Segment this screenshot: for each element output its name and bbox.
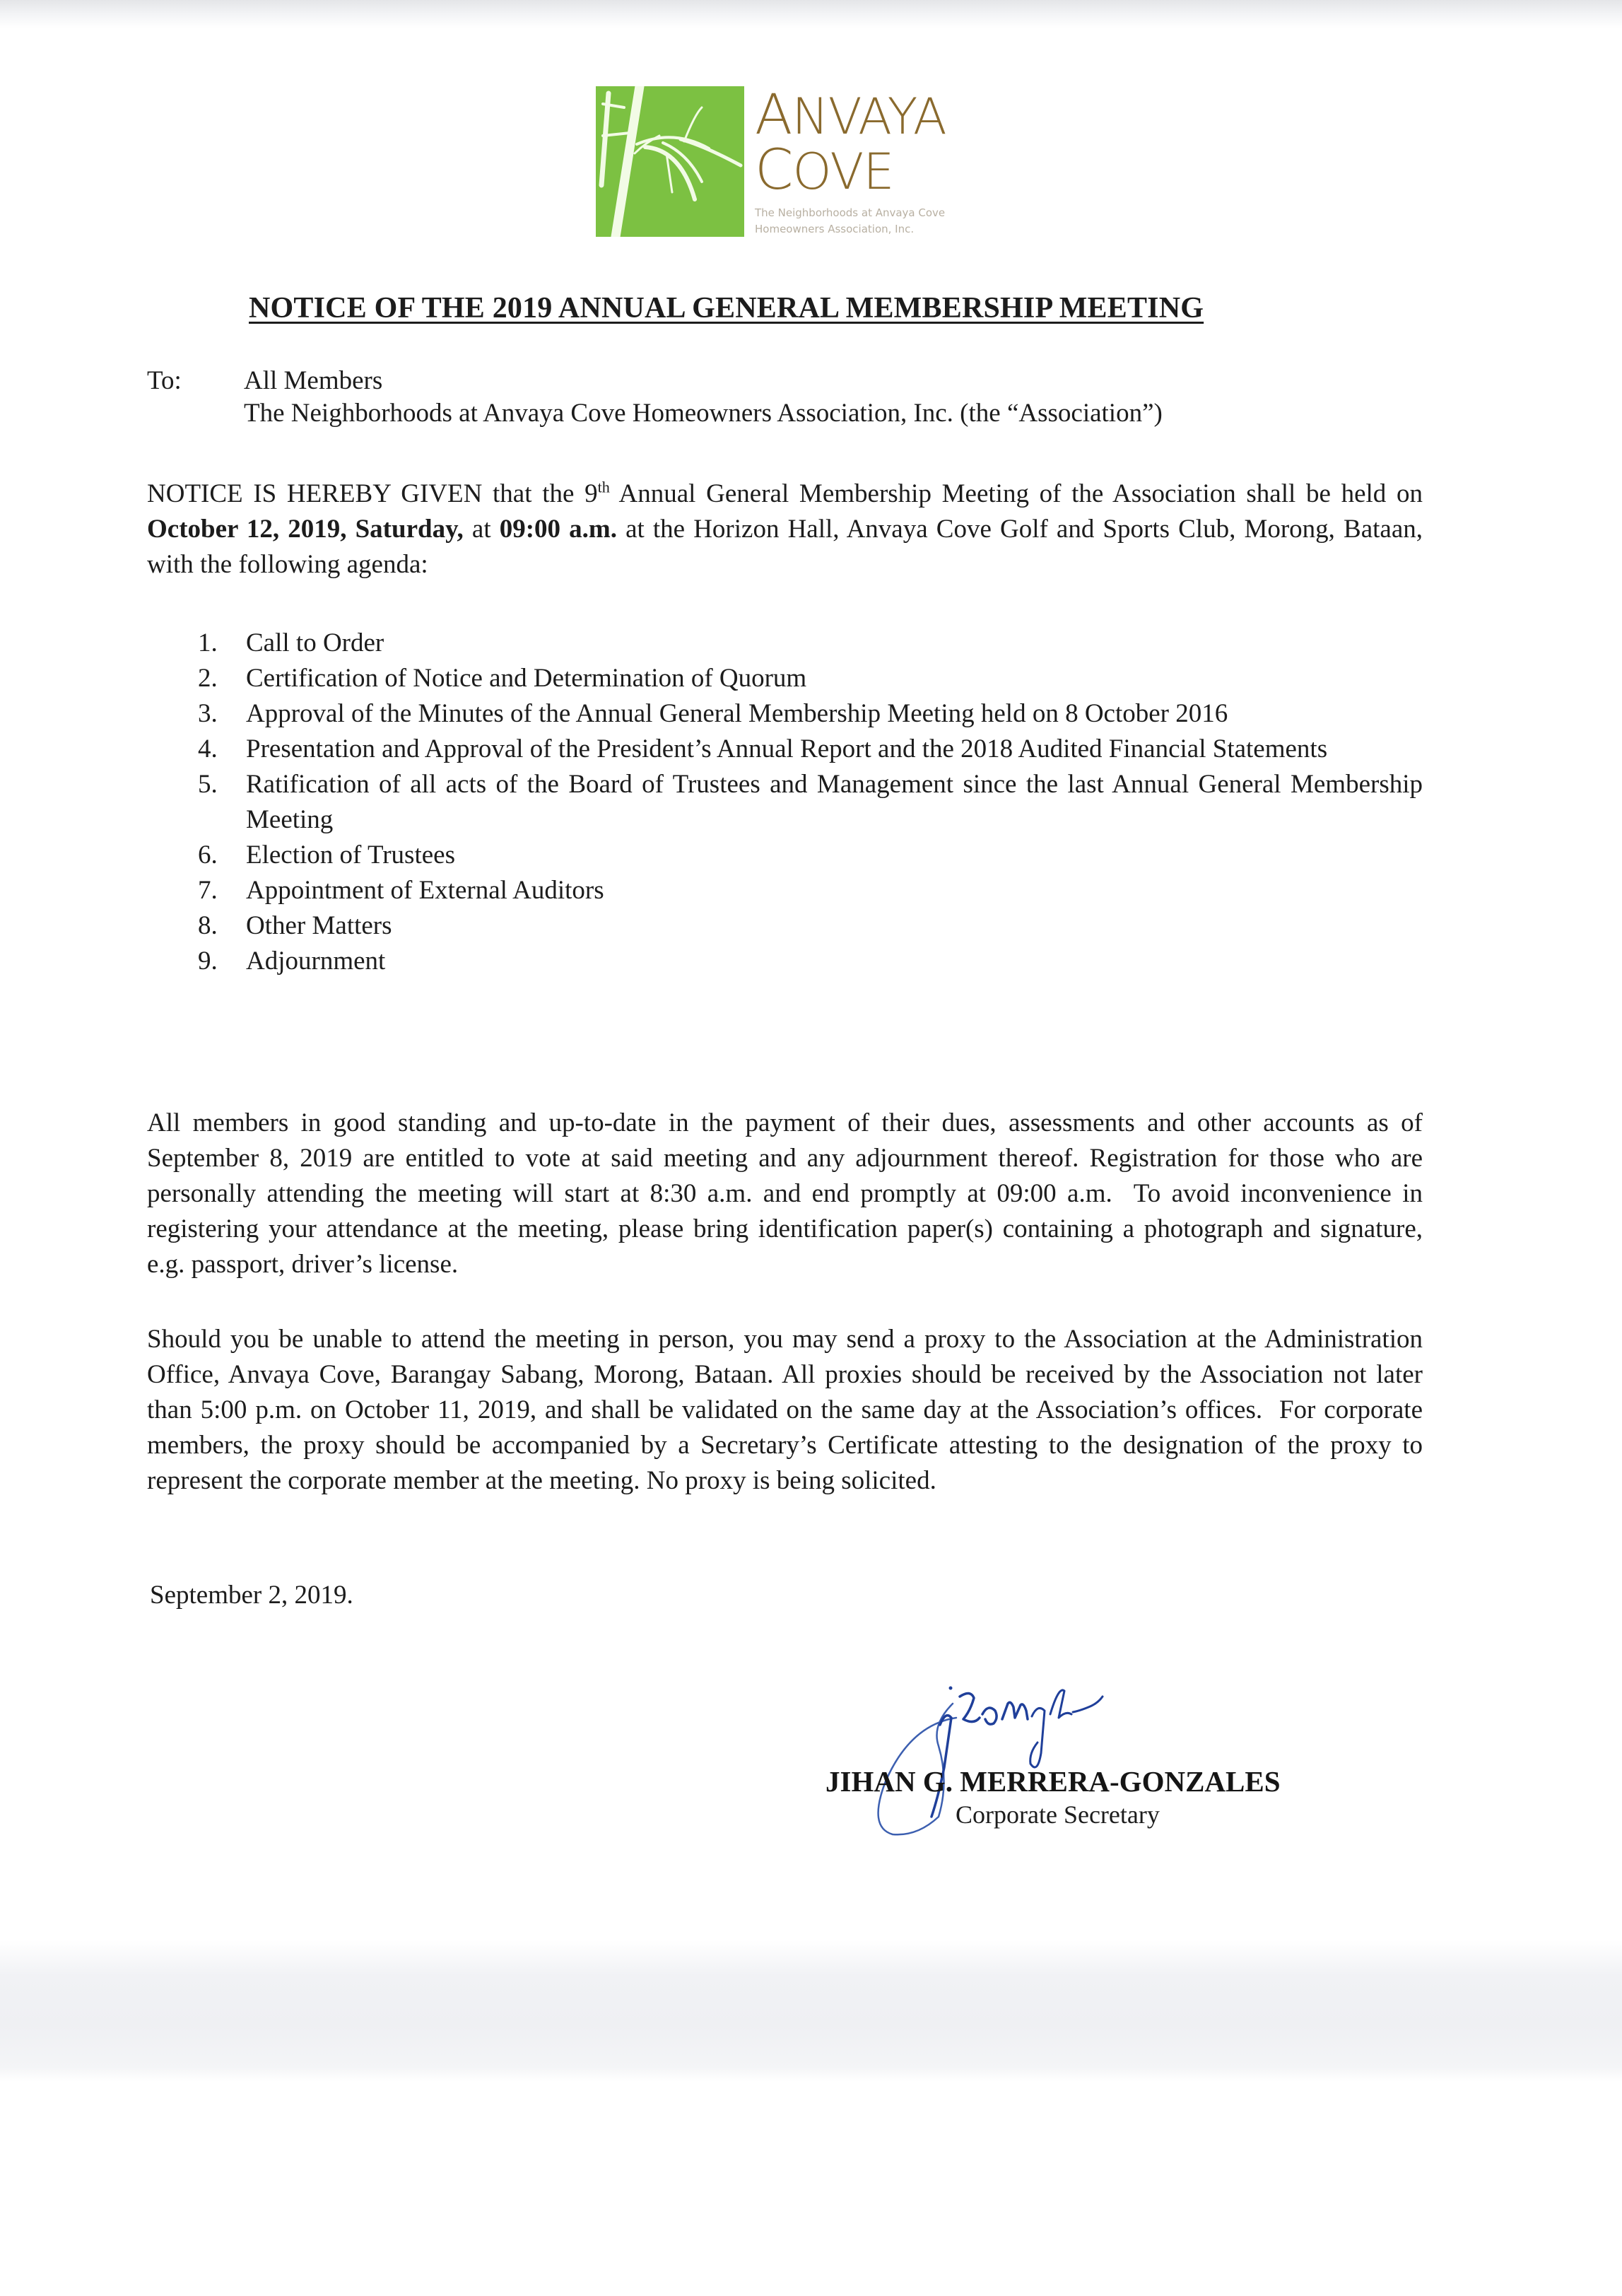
- meeting-time: 09:00 a.m.: [499, 515, 617, 544]
- agenda-list: [198, 626, 1423, 979]
- agenda-item: 4. Presentation and Approval of the President’s Annual Report and the 2018 Audited Financial Statements: [198, 734, 1328, 763]
- agenda-item: 6. Election of Trustees: [198, 840, 455, 869]
- meeting-date: October 12, 2019, Saturday,: [147, 515, 464, 544]
- logo-tagline-1: The Neighborhoods at Anvaya Cove: [755, 206, 946, 219]
- agenda-item: 7. Appointment of External Auditors: [198, 876, 604, 905]
- page-title: NOTICE OF THE 2019 ANNUAL GENERAL MEMBERSHIP MEETING: [249, 292, 1204, 324]
- agenda-item: 8. Other Matters: [198, 911, 392, 940]
- notice-date: September 2, 2019.: [150, 1581, 353, 1610]
- logo-tagline-2: Homeowners Association, Inc.: [755, 223, 915, 235]
- bamboo-icon: [596, 86, 744, 237]
- scan-bottom-band: [0, 1940, 1622, 2082]
- proxy-paragraph: Should you be unable to attend the meeting in person, you may send a proxy to the Association at the Administration Office, Anvaya Cove, Barangay Sabang, Morong, Bataan. All proxies should be received by the Association not later than 5:00 p.m. on October 11, 2019, and shall be validated on the same day at the Association’s offices. For corporate members, the proxy should be accompanied by a Secretary’s Certificate attesting to the designation of the proxy to represent the corporate member at the meeting. No proxy is being solicited.: [147, 1325, 1423, 1495]
- logo-wordmark-cove: COVE: [755, 139, 894, 202]
- agenda-item: 3. Approval of the Minutes of the Annual General Membership Meeting held on 8 October 2016: [198, 699, 1228, 728]
- signature-block: [825, 1675, 1363, 1838]
- addressee-line-1: All Members: [244, 366, 383, 395]
- agenda-item: 9. Adjournment: [198, 947, 386, 976]
- logo-wordmark-anvaya: ANVAYA: [755, 83, 946, 147]
- agenda-item: 2. Certification of Notice and Determination of Quorum: [198, 664, 807, 693]
- agenda-item: 1. Call to Order: [198, 628, 384, 657]
- anvaya-cove-logo: [596, 83, 1020, 238]
- scan-top-shadow: [0, 0, 1622, 28]
- agenda-item: 5. Ratification of all acts of the Board of Trustees and Management since the last Annual General Membership Meeting: [198, 770, 1423, 834]
- signatory-name: JIHAN G. MERRERA-GONZALES: [825, 1765, 1281, 1798]
- eligibility-paragraph: All members in good standing and up-to-date in the payment of their dues, assessments and other accounts as of September 8, 2019 are entitled to vote at said meeting and any adjournment thereof. Registration for those who are personally attending the meeting will start at 8:30 a.m. and end promptly at 09:00 a.m. To avoid inconvenience in registering your attendance at the meeting, please bring identification paper(s) containing a photograph and signature, e.g. passport, driver’s license.: [147, 1108, 1423, 1279]
- to-label: To:: [147, 366, 182, 395]
- notice-paragraph: NOTICE IS HEREBY GIVEN that the 9th Annual General Membership Meeting of the Association shall be held on October 12, 2019, Saturday, at 09:00 a.m. at the Horizon Hall, Anvaya Cove Golf and Sports Club, Morong, Bataan, with the following agenda:: [147, 478, 1423, 579]
- addressee-line-2: The Neighborhoods at Anvaya Cove Homeowners Association, Inc. (the “Association”): [244, 399, 1163, 428]
- signatory-role: Corporate Secretary: [956, 1800, 1160, 1829]
